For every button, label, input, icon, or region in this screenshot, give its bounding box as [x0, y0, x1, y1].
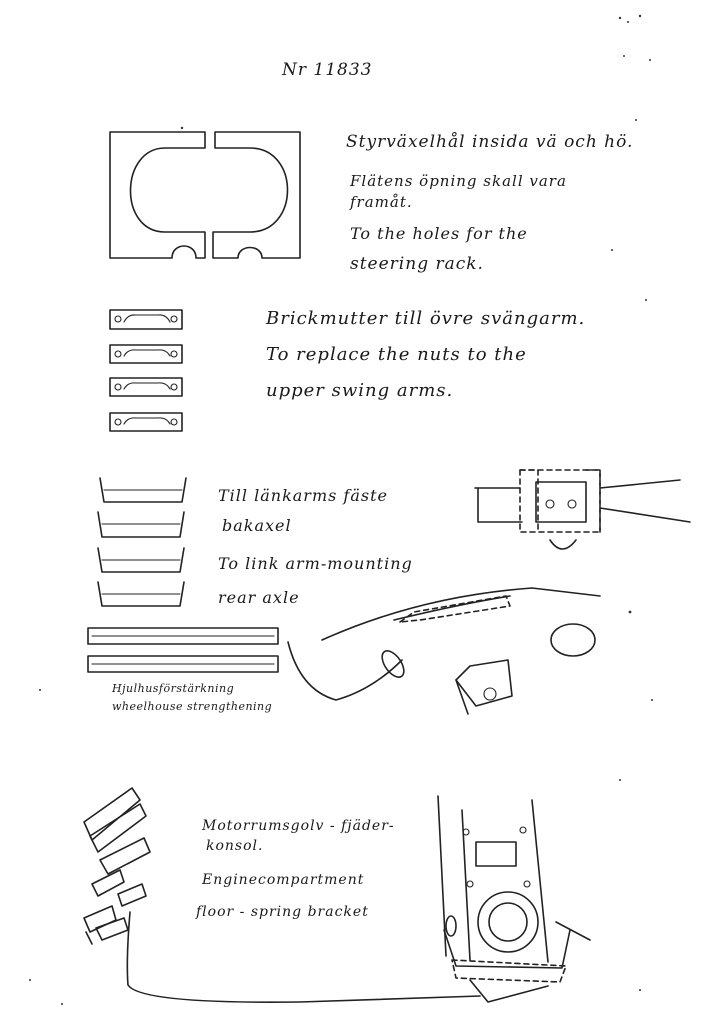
- lock-nut-plate-2: [110, 345, 182, 363]
- swing-arm-text-line-1: Brickmutter till övre svängarm.: [266, 308, 586, 329]
- rear-axle-mount-sketch: [475, 470, 690, 549]
- wheelhouse-text-line-2: wheelhouse strengthening: [112, 700, 273, 713]
- link-arm-text-line-4: rear axle: [218, 588, 300, 607]
- engine-text-line-1: Motorrumsgolv - fjäder-: [202, 818, 395, 834]
- lock-nut-plate-3: [110, 378, 182, 396]
- engine-floor-sketch: [438, 796, 590, 1002]
- swing-arm-text-line-3: upper swing arms.: [266, 380, 454, 401]
- steering-text-line-2: Flätens öpning skall vara: [350, 172, 567, 190]
- link-arm-bracket-4: [98, 582, 184, 606]
- wheelhouse-arch-sketch: [288, 588, 600, 714]
- page-edge-specks: [29, 15, 653, 1005]
- engine-text-line-3: Enginecompartment: [202, 872, 365, 888]
- engine-text-line-2: konsol.: [206, 838, 264, 854]
- link-arm-bracket-2: [98, 512, 184, 537]
- link-arm-text-line-2: bakaxel: [222, 516, 292, 535]
- steering-plate-left: [110, 132, 205, 258]
- wheelhouse-strip-1: [88, 628, 278, 644]
- steering-text-line-5: steering rack.: [350, 254, 484, 274]
- document-number: Nr 11833: [282, 60, 373, 80]
- wheelhouse-strip-2: [88, 656, 278, 672]
- steering-plate-right: [213, 132, 300, 258]
- swing-arm-text-line-2: To replace the nuts to the: [266, 344, 527, 365]
- steering-text-line-4: To the holes for the: [350, 224, 528, 243]
- link-arm-text-line-1: Till länkarms fäste: [218, 486, 388, 505]
- steering-text-line-1: Styrväxelhål insida vä och hö.: [346, 132, 634, 152]
- link-arm-text-line-3: To link arm-mounting: [218, 554, 413, 573]
- wheelhouse-text-line-1: Hjulhusförstärkning: [112, 682, 235, 695]
- lock-nut-plate-1: [110, 310, 182, 329]
- engine-text-line-4: floor - spring bracket: [196, 904, 369, 920]
- steering-text-line-3: framåt.: [350, 193, 413, 211]
- link-arm-bracket-3: [98, 548, 184, 572]
- lock-nut-plate-4: [110, 413, 182, 431]
- link-arm-bracket-1: [100, 478, 186, 502]
